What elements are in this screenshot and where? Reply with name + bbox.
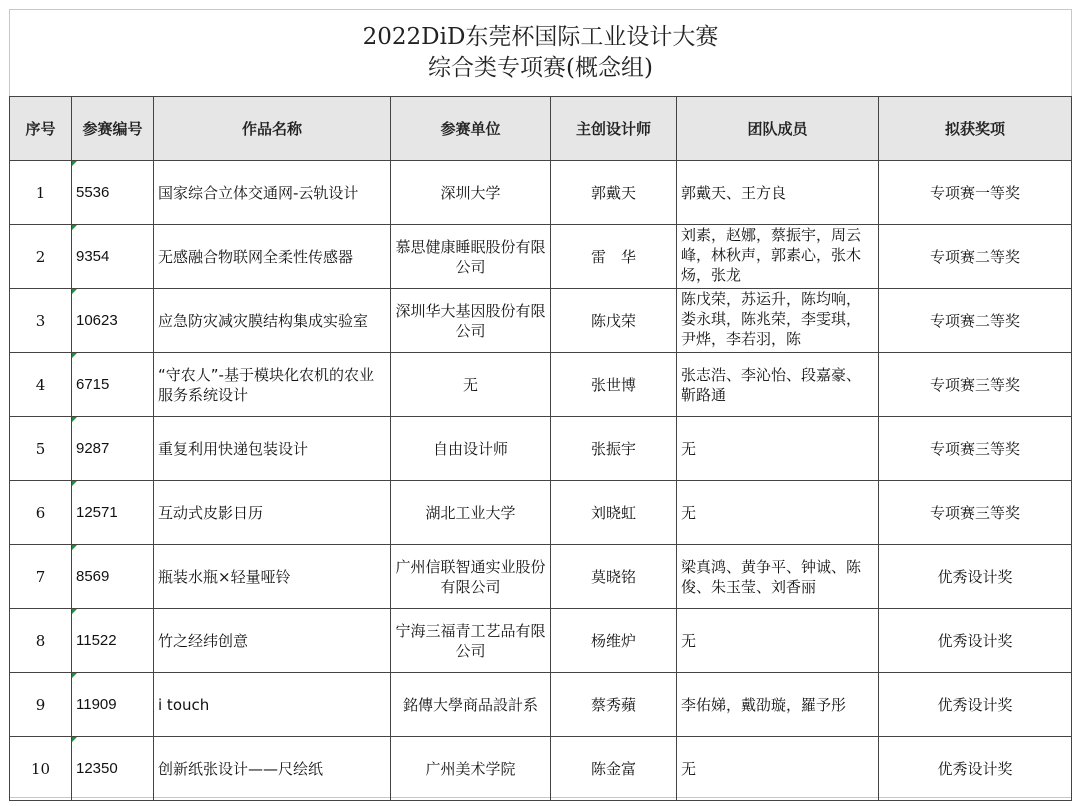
cell-award[interactable]: 专项赛一等奖 xyxy=(879,161,1072,225)
cell-org[interactable]: 深圳大学 xyxy=(391,161,551,225)
cell-award[interactable]: 优秀设计奖 xyxy=(879,609,1072,673)
cell-team[interactable] xyxy=(677,673,879,737)
cell-designer[interactable]: 蔡秀蘋 xyxy=(551,673,677,737)
cell-code[interactable]: 11522 xyxy=(72,609,154,673)
cell-designer[interactable]: 雷 华 xyxy=(551,225,677,289)
cell-no[interactable]: 2 xyxy=(10,225,72,289)
cell-no[interactable]: 6 xyxy=(10,481,72,545)
table-row xyxy=(10,161,1072,225)
cell-org[interactable]: 自由设计师 xyxy=(391,417,551,481)
cell-org[interactable]: 深圳华大基因股份有限公司 xyxy=(391,289,551,353)
cell-team[interactable] xyxy=(677,481,879,545)
cell-work[interactable]: 无感融合物联网全柔性传感器 xyxy=(154,225,391,289)
cell-designer[interactable]: 莫晓铭 xyxy=(551,545,677,609)
cell-work[interactable]: 应急防灾减灾膜结构集成实验室 xyxy=(154,289,391,353)
cell-no[interactable]: 8 xyxy=(10,609,72,673)
table-row xyxy=(10,417,1072,481)
header-no: 序号 xyxy=(10,97,72,161)
header-designer: 主创设计师 xyxy=(551,97,677,161)
cell-code[interactable]: 9287 xyxy=(72,417,154,481)
table-row xyxy=(10,353,1072,417)
cell-team[interactable] xyxy=(677,737,879,801)
cell-code[interactable]: 9354 xyxy=(72,225,154,289)
cell-team[interactable] xyxy=(677,289,879,353)
cell-code[interactable]: 11909 xyxy=(72,673,154,737)
cell-no[interactable]: 7 xyxy=(10,545,72,609)
cell-work[interactable]: 国家综合立体交通网-云轨设计 xyxy=(154,161,391,225)
cell-org[interactable]: 宁海三福青工艺品有限公司 xyxy=(391,609,551,673)
cell-work[interactable]: 互动式皮影日历 xyxy=(154,481,391,545)
cell-org[interactable]: 无 xyxy=(391,353,551,417)
cell-work[interactable]: 创新纸张设计——尺绘纸 xyxy=(154,737,391,801)
cell-work[interactable]: “守农人”-基于模块化农机的农业服务系统设计 xyxy=(154,353,391,417)
team-text: 无 xyxy=(681,503,697,522)
cell-no[interactable]: 10 xyxy=(10,737,72,801)
cell-work[interactable]: i touch xyxy=(154,673,391,737)
cell-designer[interactable]: 陈戊荣 xyxy=(551,289,677,353)
cell-org[interactable]: 銘傳大學商品設計系 xyxy=(391,673,551,737)
cell-team[interactable] xyxy=(677,161,879,225)
header-award: 拟获奖项 xyxy=(879,97,1072,161)
table-row xyxy=(10,289,1072,353)
cell-award[interactable]: 专项赛二等奖 xyxy=(879,225,1072,289)
table-row xyxy=(10,545,1072,609)
cell-award[interactable]: 优秀设计奖 xyxy=(879,737,1072,801)
cell-designer[interactable]: 张振宇 xyxy=(551,417,677,481)
cell-code[interactable]: 10623 xyxy=(72,289,154,353)
cell-org[interactable]: 湖北工业大学 xyxy=(391,481,551,545)
cell-designer[interactable]: 郭戴天 xyxy=(551,161,677,225)
table-row xyxy=(10,225,1072,289)
header-work: 作品名称 xyxy=(154,97,391,161)
cell-team[interactable] xyxy=(677,609,879,673)
cell-award[interactable]: 优秀设计奖 xyxy=(879,545,1072,609)
header-team: 团队成员 xyxy=(677,97,879,161)
cell-no[interactable]: 4 xyxy=(10,353,72,417)
header-org: 参赛单位 xyxy=(391,97,551,161)
cell-award[interactable]: 专项赛三等奖 xyxy=(879,353,1072,417)
cell-code[interactable]: 8569 xyxy=(72,545,154,609)
table-row xyxy=(10,673,1072,737)
cell-designer[interactable]: 陈金富 xyxy=(551,737,677,801)
table-row xyxy=(10,609,1072,673)
cell-award[interactable]: 专项赛二等奖 xyxy=(879,289,1072,353)
cell-team[interactable] xyxy=(677,545,879,609)
cell-no[interactable]: 9 xyxy=(10,673,72,737)
table-row xyxy=(10,737,1072,801)
team-text: 刘素，赵娜，蔡振宇，周云峰，林秋声，郭素心，张木炀，张龙 xyxy=(681,226,862,284)
cell-no[interactable]: 3 xyxy=(10,289,72,353)
team-text: 张志浩、李沁怡、段嘉豪、靳路通 xyxy=(681,365,862,404)
cell-team[interactable] xyxy=(677,353,879,417)
cell-org[interactable]: 广州信联智通实业股份有限公司 xyxy=(391,545,551,609)
team-text: 李佑娣，戴劭璇，羅予彤 xyxy=(681,695,847,714)
cell-code[interactable]: 12571 xyxy=(72,481,154,545)
cell-work[interactable]: 竹之经纬创意 xyxy=(154,609,391,673)
team-text: 梁真鸿、黄争平、钟诚、陈俊、朱玉莹、刘香丽 xyxy=(681,557,862,596)
cell-work[interactable]: 重复利用快递包装设计 xyxy=(154,417,391,481)
header-code: 参赛编号 xyxy=(72,97,154,161)
table-header-row xyxy=(10,97,1072,161)
table-row xyxy=(10,481,1072,545)
team-text: 郭戴天、王方良 xyxy=(681,183,787,202)
cell-code[interactable]: 6715 xyxy=(72,353,154,417)
team-text: 无 xyxy=(681,631,697,650)
cell-award[interactable]: 优秀设计奖 xyxy=(879,673,1072,737)
cell-designer[interactable]: 张世博 xyxy=(551,353,677,417)
cell-designer[interactable]: 杨维炉 xyxy=(551,609,677,673)
cell-award[interactable]: 专项赛三等奖 xyxy=(879,417,1072,481)
title-line-1: 2022DiD东莞杯国际工业设计大赛 xyxy=(362,24,719,50)
awards-table xyxy=(9,96,1072,801)
cell-work[interactable]: 瓶装水瓶×轻量哑铃 xyxy=(154,545,391,609)
team-text: 无 xyxy=(681,439,697,458)
title-line-2: 综合类专项赛(概念组) xyxy=(428,55,653,81)
cell-code[interactable]: 12350 xyxy=(72,737,154,801)
team-text: 无 xyxy=(681,759,697,778)
cell-award[interactable]: 专项赛三等奖 xyxy=(879,481,1072,545)
cell-no[interactable]: 1 xyxy=(10,161,72,225)
cell-org[interactable]: 慕思健康睡眠股份有限公司 xyxy=(391,225,551,289)
cell-team[interactable] xyxy=(677,417,879,481)
cell-code[interactable]: 5536 xyxy=(72,161,154,225)
cell-team[interactable] xyxy=(677,225,879,289)
cell-no[interactable]: 5 xyxy=(10,417,72,481)
team-text: 陈戊荣，苏运升，陈均响，娄永琪，陈兆荣，李雯琪，尹烨，李若羽，陈 xyxy=(681,290,862,348)
page-title xyxy=(9,22,1072,84)
cell-org[interactable]: 广州美术学院 xyxy=(391,737,551,801)
cell-designer[interactable]: 刘晓虹 xyxy=(551,481,677,545)
